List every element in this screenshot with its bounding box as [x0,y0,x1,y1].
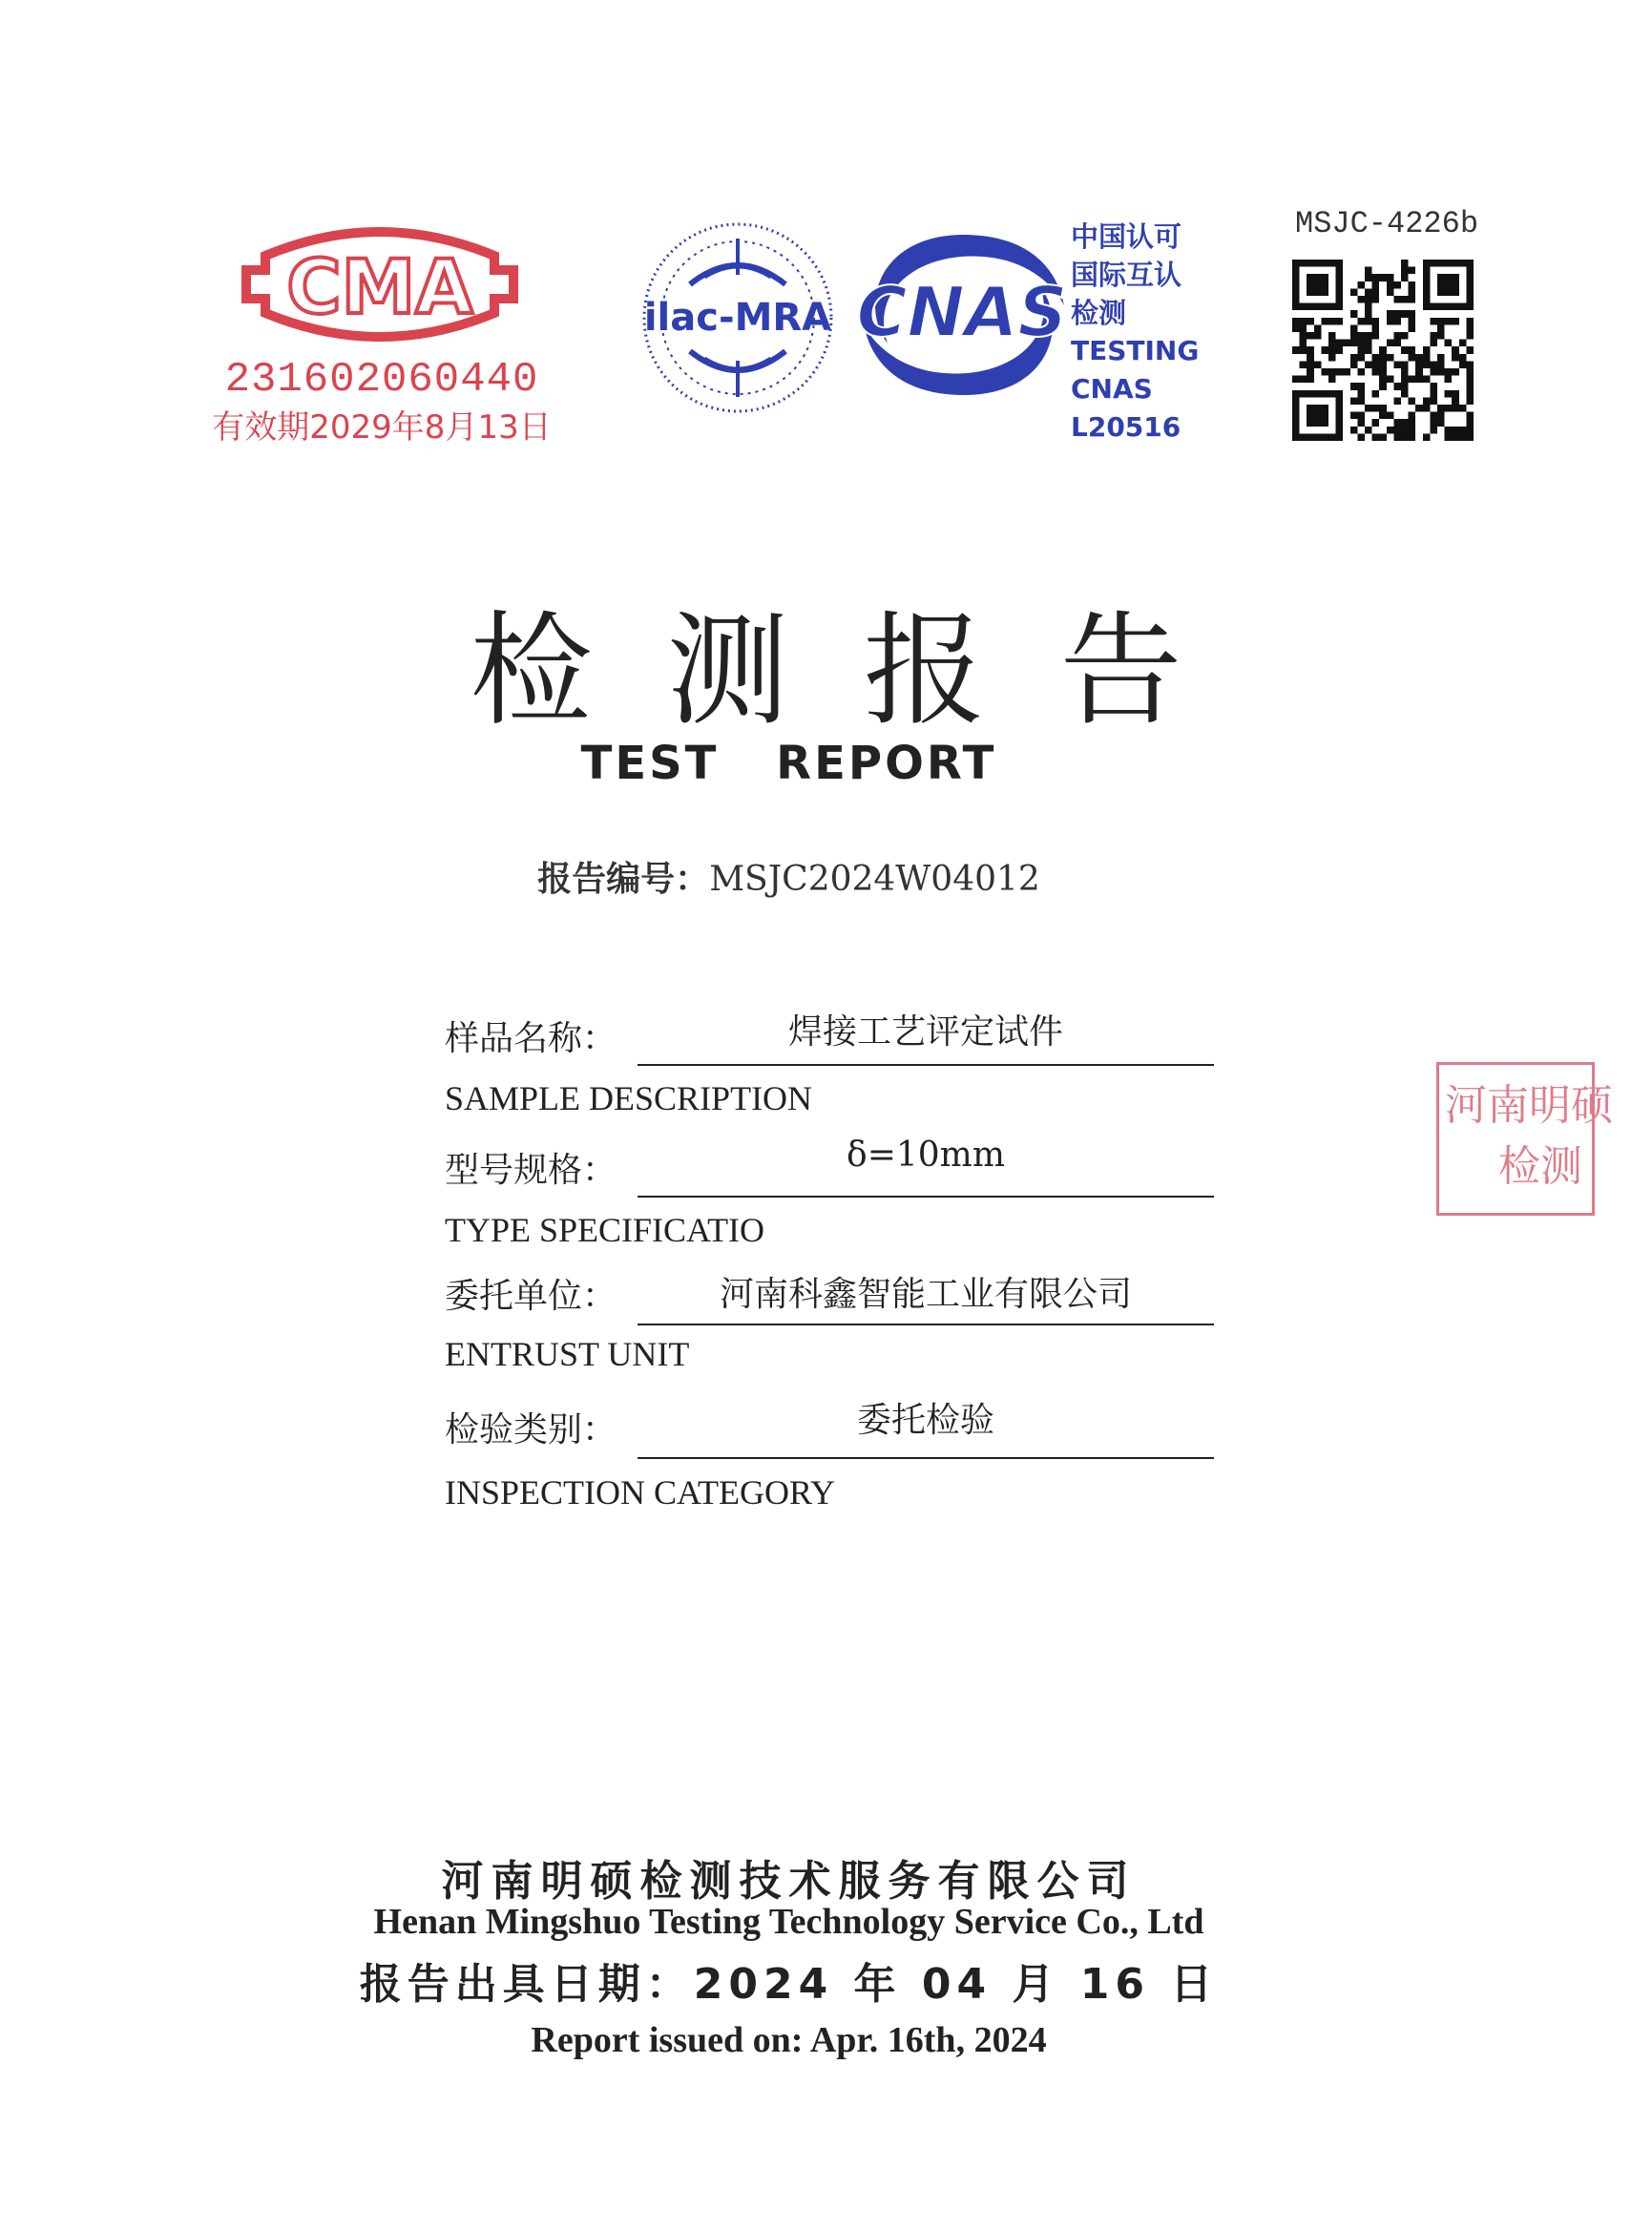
field-underline [638,1196,1214,1198]
report-number [0,852,1578,901]
field-underline [638,1324,1214,1325]
type-spec-en: TYPE SPECIFICATIO [445,1211,765,1249]
inspection-category-en: INSPECTION CATEGORY [445,1473,836,1512]
cnas-line: 检测 [1071,297,1127,329]
cma-seal [212,218,552,456]
cnas-line: TESTING [1071,335,1200,366]
company-name-cn: 河南明硕检测技术服务有限公司 [441,1857,1137,1906]
qr-code-icon [1292,260,1474,441]
ilac-text: ilac-MRA [643,296,832,340]
cnas-caption [1071,218,1243,447]
cnas-logo [849,229,1078,401]
sample-name-label: 样品名称： [445,1019,617,1058]
report-number-label: 报告编号： [537,860,710,899]
type-spec-label: 型号规格： [445,1151,617,1190]
report-title-cn: 检测报告 [470,600,1257,742]
side-seal-line1: 河南明硕 [1445,1081,1613,1130]
entrust-unit-label: 委托单位： [445,1277,617,1316]
issue-date-en: Report issued on: Apr. 16th, 2024 [531,2020,1047,2060]
report-title-en: TEST REPORT [580,737,997,790]
cnas-line: 国际互认 [1071,259,1182,291]
entrust-unit-en: ENTRUST UNIT [445,1335,690,1373]
side-seal-line2: 检测 [1498,1142,1582,1191]
entrust-unit-value: 河南科鑫智能工业有限公司 [719,1275,1132,1314]
cnas-wordmark: CNAS [856,272,1068,352]
type-spec-value: δ=10mm [847,1136,1005,1175]
side-seal-stamp [1436,1062,1613,1216]
sample-name-en: SAMPLE DESCRIPTION [445,1079,813,1117]
inspection-category-value: 委托检验 [856,1401,994,1440]
cma-number: 231602060440 [224,356,539,404]
company-name-en: Henan Mingshuo Testing Technology Service Co., Ltd [373,1902,1204,1942]
qr-label: MSJC-4226b [1294,206,1479,241]
inspection-category-label: 检验类别： [445,1410,617,1449]
field-underline [638,1064,1214,1066]
issue-date-cn: 报告出具日期：2024 年 04 月 16 日 [359,1960,1219,2009]
cma-logo-icon [227,218,533,351]
cma-valid-date: 有效期2029年8月13日 [212,408,552,447]
field-underline [638,1457,1214,1459]
cma-letters: CMA [286,245,473,331]
cnas-line: CNAS L20516 [1071,373,1181,443]
cnas-logo-icon [849,229,1078,401]
report-number-value: MSJC2024W04012 [709,860,1040,899]
cnas-line: 中国认可 [1071,220,1182,253]
ilac-globe-icon [638,218,838,418]
ilac-mra-seal [638,218,838,418]
sample-name-value: 焊接工艺评定试件 [787,1012,1063,1052]
